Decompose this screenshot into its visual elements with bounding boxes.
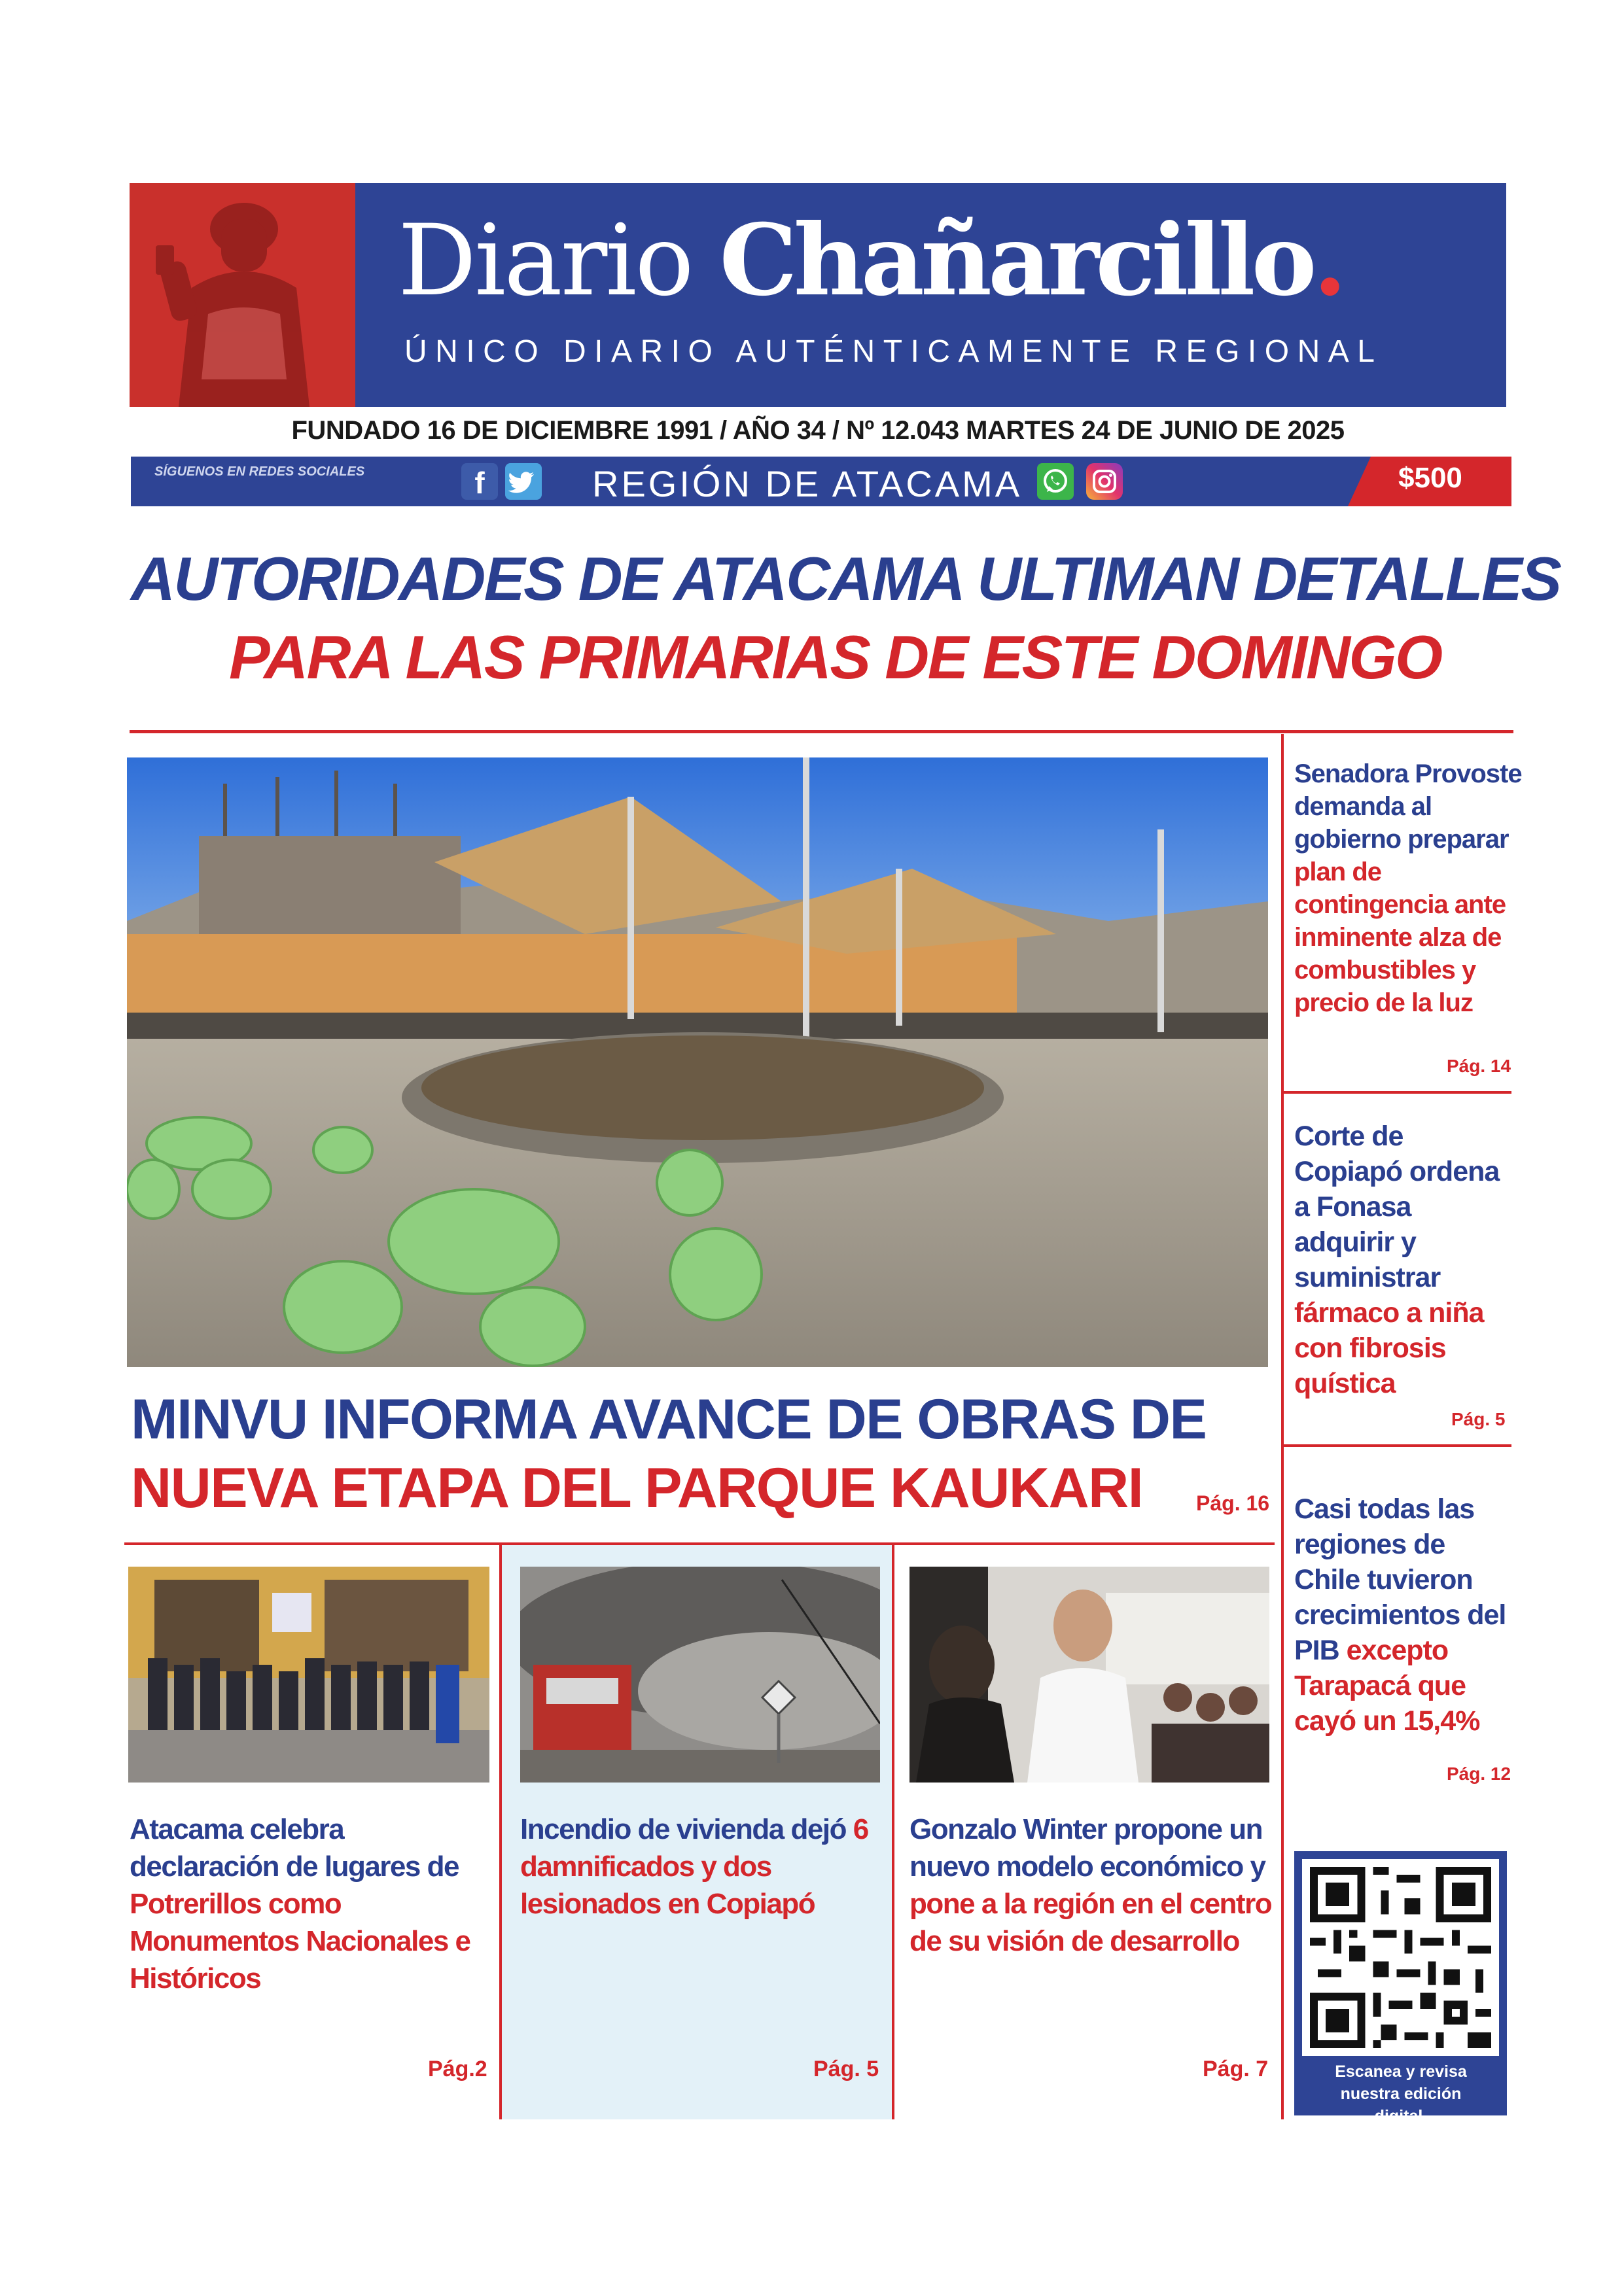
price-label: $500 [1398, 462, 1462, 494]
park-kaukari-photo [127, 757, 1268, 1367]
masthead-title-light: Diario [398, 204, 692, 318]
sidebar-divider-2 [1282, 1444, 1511, 1447]
masthead-tagline: ÚNICO DIARIO AUTÉNTICAMENTE REGIONAL [404, 334, 1383, 369]
instagram-icon[interactable] [1086, 463, 1123, 500]
edition-line: FUNDADO 16 DE DICIEMBRE 1991 / AÑO 34 / Nº 12.043 MARTES 24 DE JUNIO DE 2025 [291, 416, 1345, 445]
teaser-1-page[interactable]: Pág.2 [428, 2057, 487, 2081]
sidebar-story-3-lead: Casi todas las regiones de Chile tuvieron crecimientos del PIB [1294, 1493, 1506, 1666]
sidebar-story-2-lead: Corte de Copiapó ordena a Fonasa adquirir y suministrar [1294, 1121, 1500, 1293]
teaser-3-text[interactable] [909, 1811, 1273, 1960]
teaser-1-lead: Atacama celebra declaración de lugares de [130, 1813, 459, 1883]
teaser-2-text[interactable] [520, 1811, 880, 1922]
teaser-2-photo [520, 1567, 880, 1783]
qr-code [1302, 1859, 1499, 2056]
main-story-line2: NUEVA ETAPA DEL PARQUE KAUKARI [131, 1457, 1143, 1520]
social-bar [131, 457, 1511, 506]
teaser-rule-2 [892, 1545, 894, 2119]
region-label: REGIÓN DE ATACAMA [592, 463, 1023, 504]
sidebar-story-3[interactable] [1294, 1491, 1510, 1739]
masthead-title [398, 203, 1347, 318]
qr-caption: Escanea y revisa nuestra edición digital. [1335, 2062, 1467, 2125]
social-follow-text: SÍGUENOS EN REDES SOCIALES [154, 464, 365, 479]
facebook-icon[interactable]: f [461, 463, 498, 500]
teaser-1-text[interactable] [130, 1811, 489, 1997]
whatsapp-icon[interactable] [1037, 463, 1074, 500]
main-story-line1: MINVU INFORMA AVANCE DE OBRAS DE [131, 1388, 1207, 1451]
masthead-title-bold: Chañarcillo [719, 203, 1313, 318]
teaser-1-photo [128, 1567, 489, 1783]
main-headline-line1: AUTORIDADES DE ATACAMA ULTIMAN DETALLES [131, 544, 1561, 613]
teaser-3-photo [909, 1567, 1269, 1783]
teaser-3-highlight: pone a la región en el centro de su visión de desarrollo [909, 1888, 1272, 1957]
teaser-2-lead: Incendio de vivienda dejó [520, 1813, 846, 1845]
sidebar-story-1-highlight: plan de contingencia ante inminente alza de combustibles y precio de la luz [1294, 858, 1506, 1017]
teaser-3-lead: Gonzalo Winter propone un nuevo modelo económico y [909, 1813, 1265, 1883]
sidebar-divider-1 [1282, 1091, 1511, 1094]
sidebar-vertical-rule [1281, 734, 1284, 2119]
teaser-1-highlight: Potrerillos como Monumentos Nacionales e Históricos [130, 1888, 470, 1994]
miner-statue-illustration [130, 183, 355, 407]
sidebar-story-1[interactable] [1294, 757, 1530, 1019]
main-story-page[interactable]: Pág. 16 [1196, 1491, 1270, 1515]
teaser-2-page[interactable]: Pág. 5 [813, 2057, 879, 2081]
masthead-title-dot: . [1313, 203, 1347, 318]
sidebar-story-3-highlight: excepto Tarapacá que cayó un 15,4% [1294, 1635, 1480, 1737]
masthead [130, 183, 1506, 407]
masthead-statue-panel [130, 183, 355, 407]
headline-divider [130, 730, 1513, 733]
qr-box[interactable] [1294, 1851, 1507, 2125]
teaser-2-highlight: 6 damnificados y dos lesionados en Copiapó [520, 1813, 868, 1920]
sidebar-story-2-highlight: fármaco a niña con fibrosis quística [1294, 1297, 1484, 1399]
sidebar-story-1-page[interactable]: Pág. 14 [1447, 1056, 1511, 1076]
sidebar-story-1-lead: Senadora Provoste demanda al gobierno preparar [1294, 759, 1522, 854]
main-headline-line2: PARA LAS PRIMARIAS DE ESTE DOMINGO [229, 623, 1441, 691]
sidebar-story-2-page[interactable]: Pág. 5 [1451, 1409, 1506, 1429]
teaser-3-page[interactable]: Pág. 7 [1203, 2057, 1269, 2081]
sidebar-story-2[interactable] [1294, 1119, 1510, 1401]
sidebar-story-3-page[interactable]: Pág. 12 [1447, 1764, 1511, 1784]
twitter-icon[interactable] [505, 463, 542, 500]
